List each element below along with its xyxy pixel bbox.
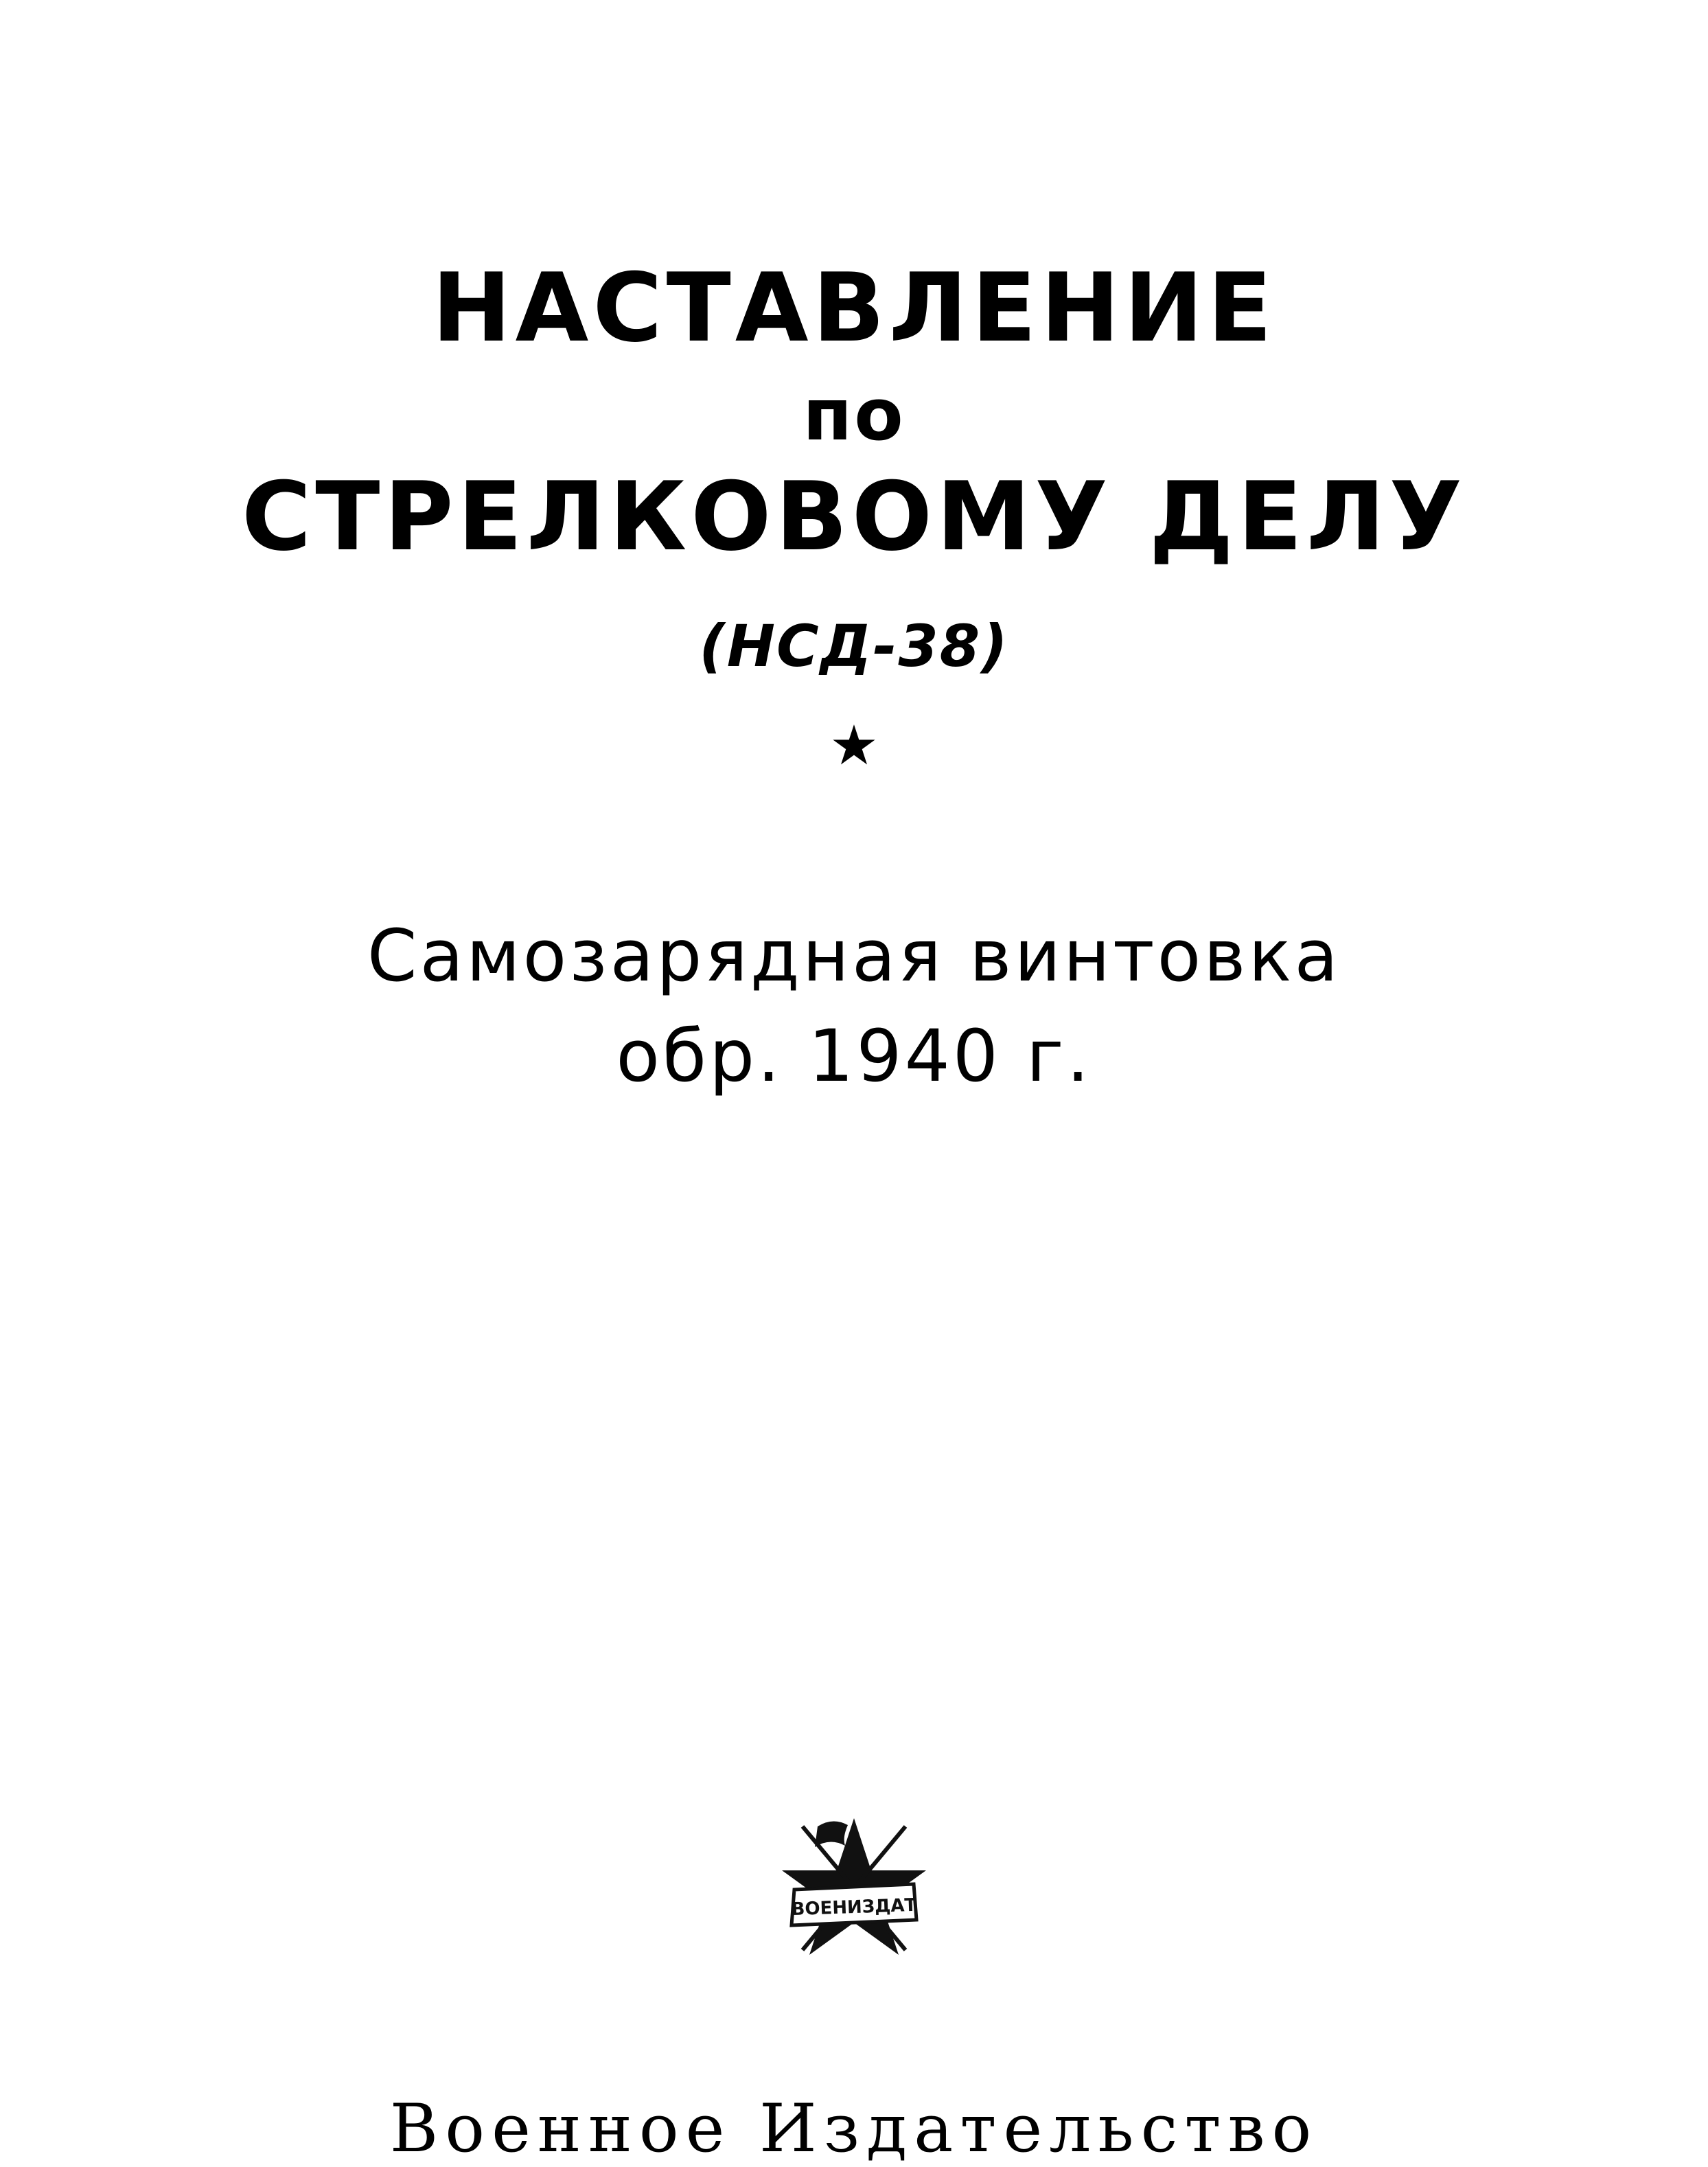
- voenizdat-emblem: [775, 1799, 933, 1971]
- page-title-line-3: СТРЕЛКОВОМУ ДЕЛУ: [241, 461, 1466, 572]
- page-title-line-2: по: [803, 373, 905, 457]
- subtitle-line-1: Самозарядная винтовка: [367, 914, 1341, 998]
- page-title-line-1: НАСТАВЛЕНИЕ: [432, 253, 1276, 363]
- publisher-name: Военное Издательство: [389, 2090, 1319, 2167]
- manual-code: (НСД-38): [699, 612, 1009, 680]
- subtitle-line-2: обр. 1940 г.: [616, 1014, 1092, 1098]
- subtitle-block: [0, 914, 1708, 1098]
- emblem-banner-text: ВОЕНИЗДАТ: [791, 1894, 917, 1921]
- publisher-footer: [0, 2090, 1708, 2167]
- star-icon: ★: [829, 713, 879, 777]
- title-block: [0, 253, 1708, 777]
